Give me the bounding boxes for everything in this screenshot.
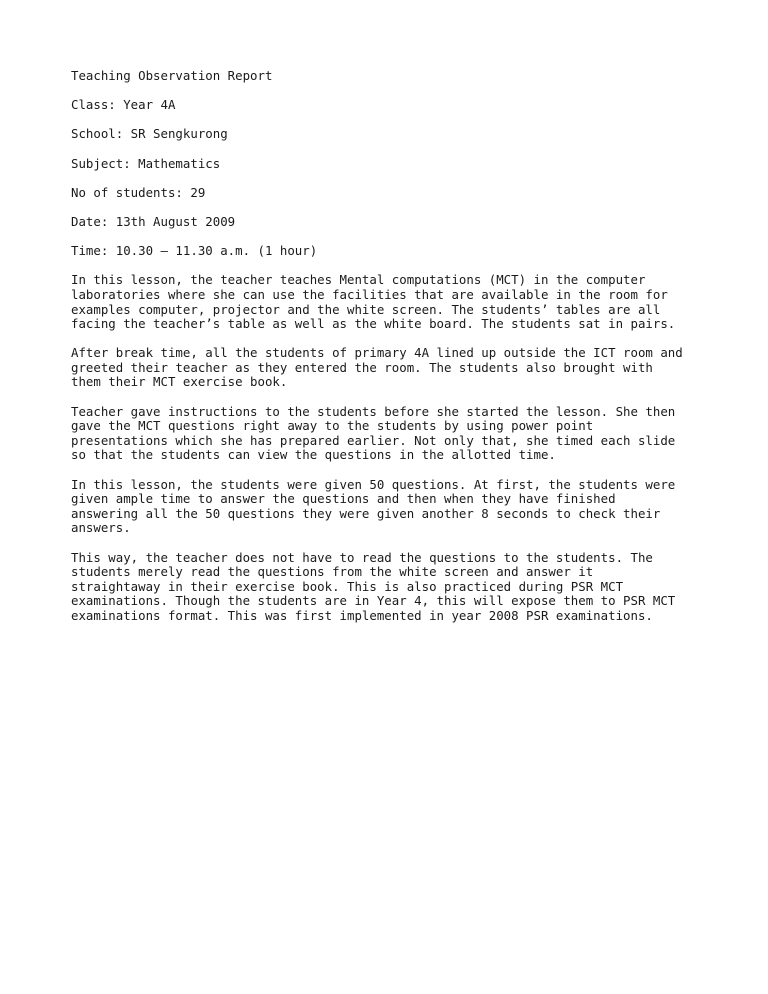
paragraph-line: In this lesson, the students were given 50 questions. At first, the students were bbox=[71, 476, 676, 492]
paragraph-line: After break time, all the students of primary 4A lined up outside the ICT room and bbox=[71, 345, 683, 361]
paragraph-line: given ample time to answer the questions and then when they have finished bbox=[71, 491, 616, 507]
paragraph-line: answering all the 50 questions they were given another 8 seconds to check their bbox=[71, 505, 661, 521]
paragraph-4 bbox=[71, 478, 711, 536]
paragraph-3 bbox=[71, 405, 711, 463]
paragraph-line: straightaway in their exercise book. This is also practiced during PSR MCT bbox=[71, 578, 624, 594]
paragraph-line: This way, the teacher does not have to read the questions to the students. The bbox=[71, 549, 653, 565]
paragraph-1 bbox=[71, 273, 711, 331]
date-field: Date: 13th August 2009 bbox=[71, 213, 236, 229]
paragraph-line: them their MCT exercise book. bbox=[71, 374, 288, 390]
paragraph-2 bbox=[71, 346, 711, 390]
paragraph-line: presentations which she has prepared earlier. Not only that, she timed each slide bbox=[71, 432, 676, 448]
paragraph-line: In this lesson, the teacher teaches Mental computations (MCT) in the computer bbox=[71, 272, 646, 288]
paragraph-line: answers. bbox=[71, 520, 131, 536]
paragraph-line: examinations format. This was first implemented in year 2008 PSR examinations. bbox=[71, 607, 653, 623]
students-field: No of students: 29 bbox=[71, 184, 206, 200]
paragraph-line: examples computer, projector and the white screen. The students’ tables are all bbox=[71, 301, 661, 317]
paragraph-line: examinations. Though the students are in Year 4, this will expose them to PSR MCT bbox=[71, 593, 676, 609]
paragraph-line: so that the students can view the questions in the allotted time. bbox=[71, 447, 556, 463]
paragraph-line: students merely read the questions from the white screen and answer it bbox=[71, 564, 594, 580]
time-field: Time: 10.30 – 11.30 a.m. (1 hour) bbox=[71, 243, 318, 259]
paragraph-line: gave the MCT questions right away to the students by using power point bbox=[71, 418, 594, 434]
paragraph-line: facing the teacher’s table as well as the white board. The students sat in pairs. bbox=[71, 316, 676, 332]
paragraph-line: Teacher gave instructions to the students before she started the lesson. She then bbox=[71, 403, 676, 419]
subject-field: Subject: Mathematics bbox=[71, 155, 221, 171]
document-page bbox=[71, 69, 711, 638]
paragraph-line: greeted their teacher as they entered the room. The students also brought with bbox=[71, 359, 653, 375]
paragraph-line: laboratories where she can use the facilities that are available in the room for bbox=[71, 286, 668, 302]
paragraph-5 bbox=[71, 551, 711, 624]
school-field: School: SR Sengkurong bbox=[71, 126, 228, 142]
class-field: Class: Year 4A bbox=[71, 97, 176, 113]
report-title: Teaching Observation Report bbox=[71, 68, 273, 83]
